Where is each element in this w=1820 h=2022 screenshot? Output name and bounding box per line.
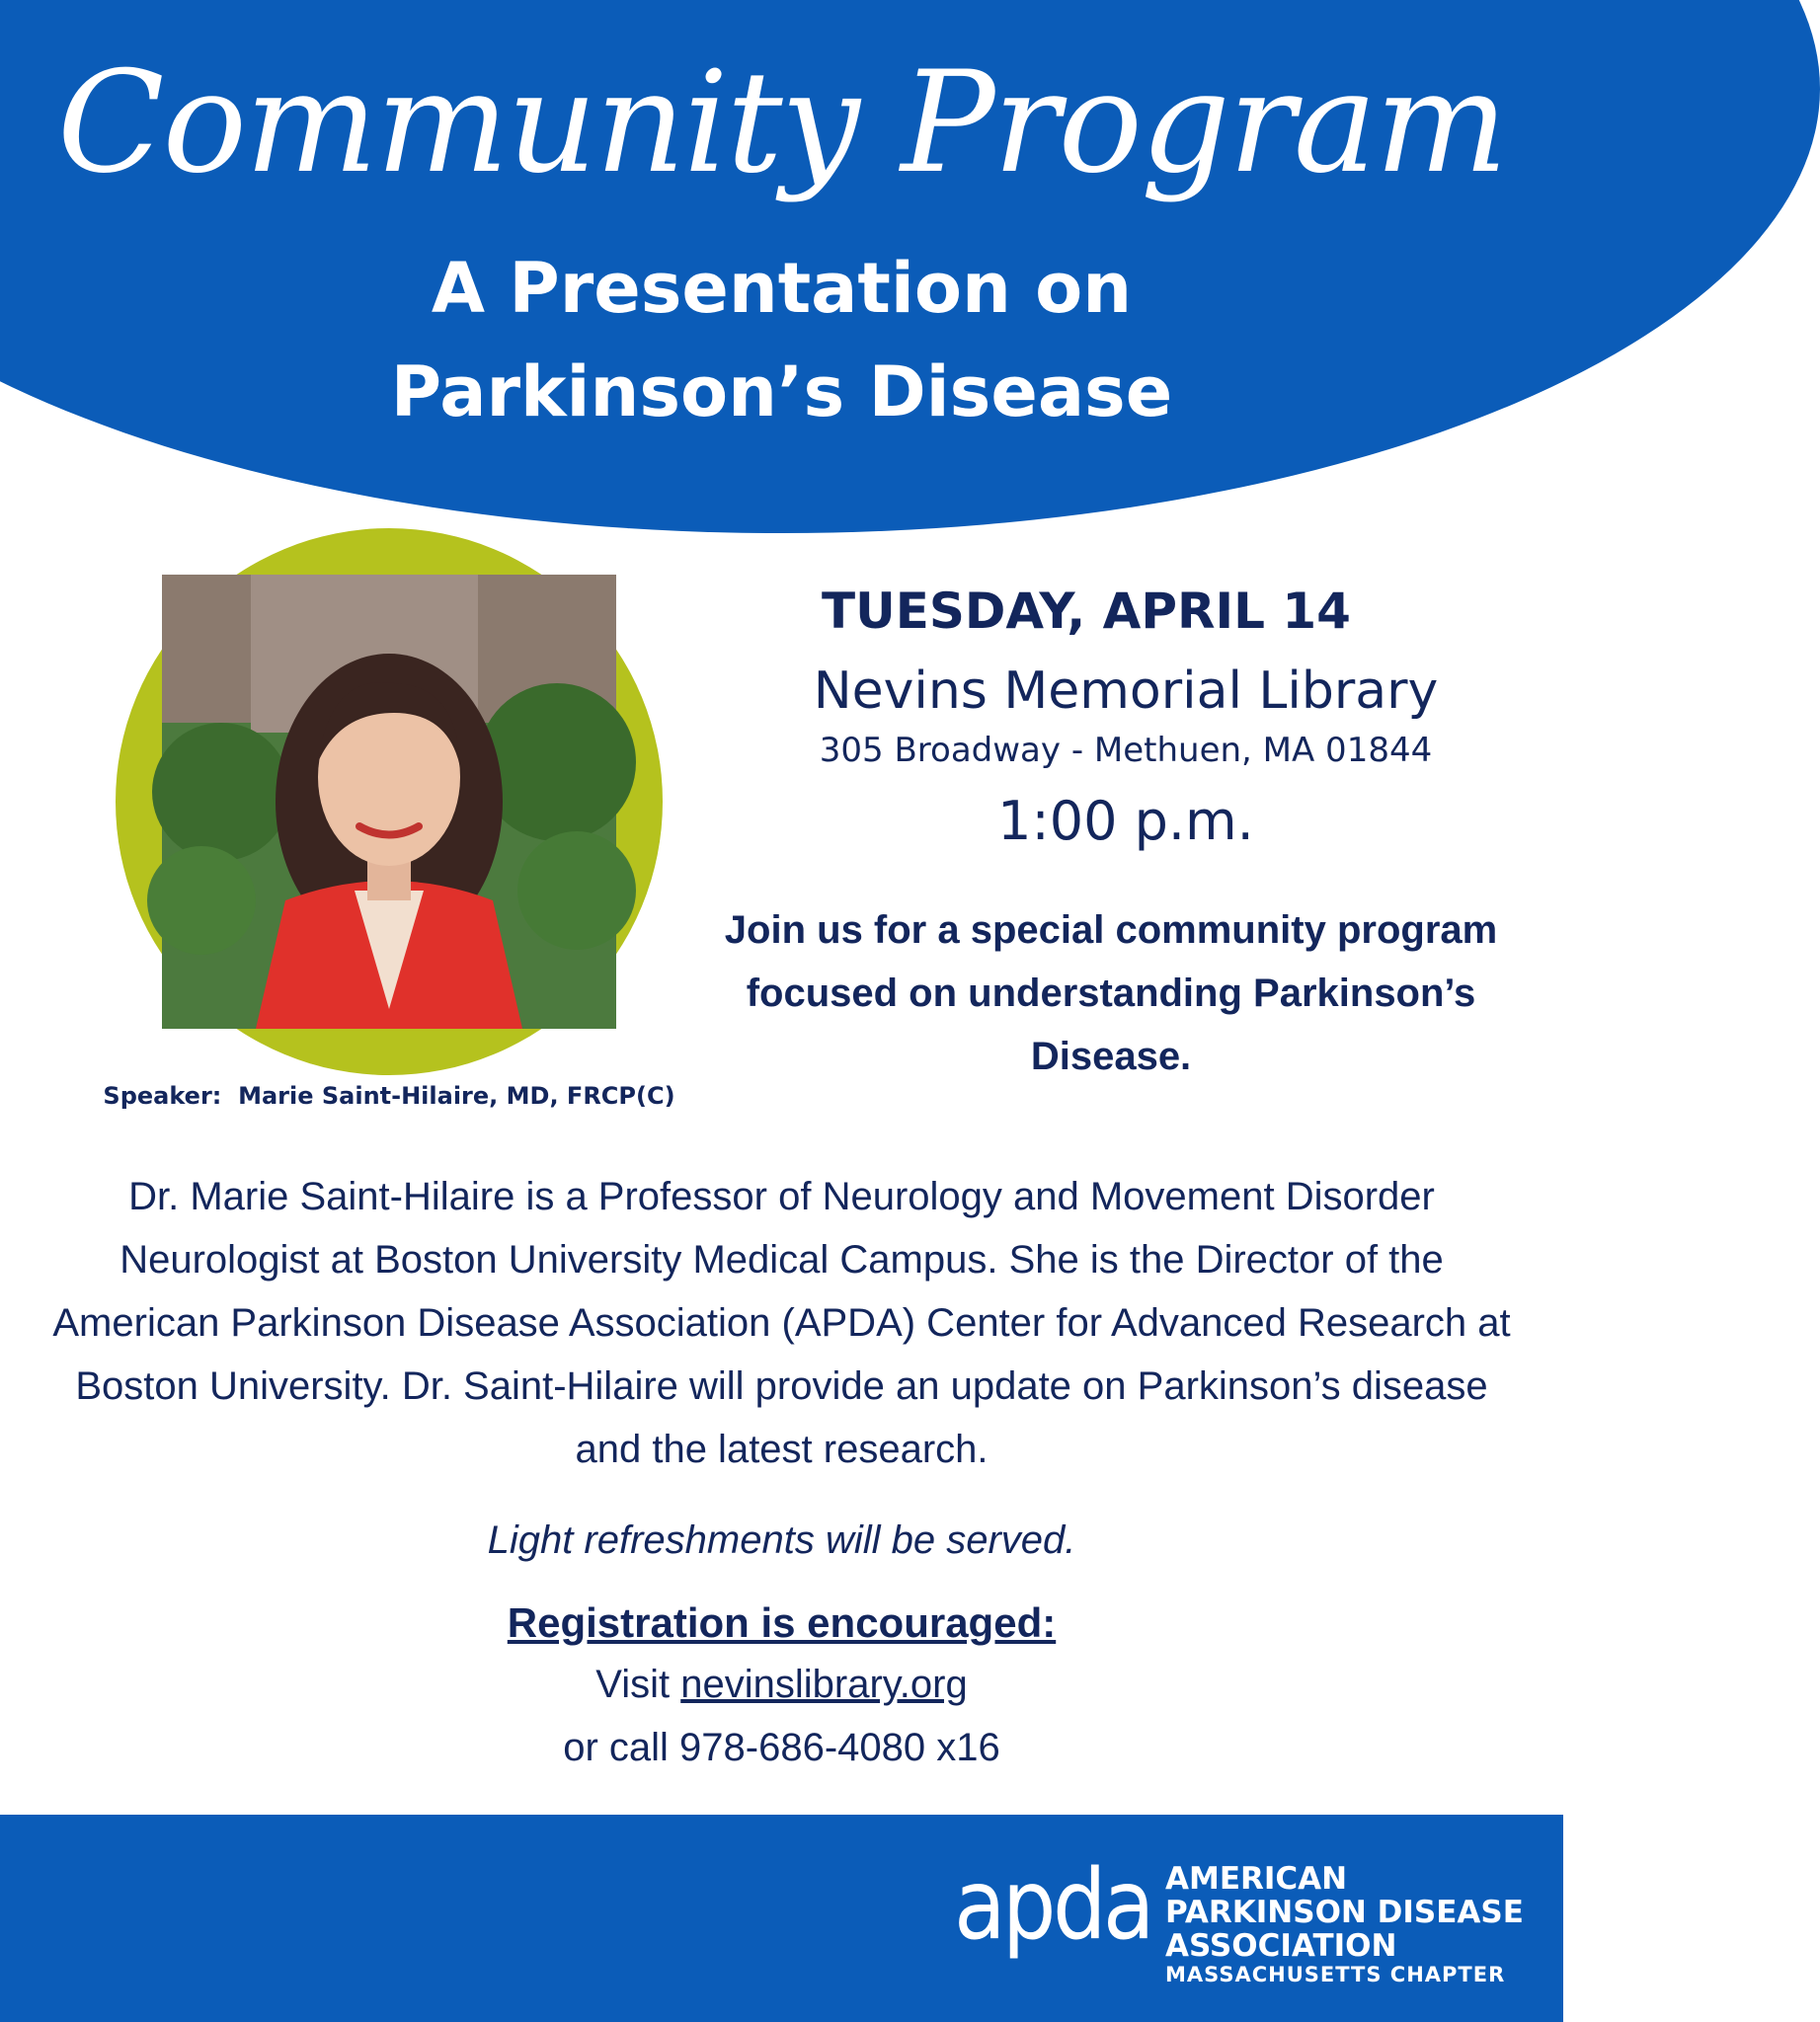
org-name-line-2: PARKINSON DISEASE [1165, 1895, 1524, 1930]
refreshments-note: Light refreshments will be served. [487, 1518, 1076, 1562]
speaker-bio: Dr. Marie Saint-Hilaire is a Professor of Neurology and Movement Disorder Neurologist at Boston University Medical Campus. She is the Director of the American Parkinson Disease Association (APDA) Center for Advanced Research at Boston University. Dr. Saint-Hilaire will provide an update on Parkinson’s disease and the latest research. [52, 1175, 1511, 1471]
org-name-line-3: ASSOCIATION [1165, 1928, 1397, 1964]
visit-label: Visit [595, 1663, 681, 1706]
event-date: TUESDAY, APRIL 14 [822, 583, 1351, 640]
registration-phone: or call 978-686-4080 x16 [563, 1726, 1000, 1769]
title-line-1: A Presentation on [431, 248, 1133, 329]
org-name [1165, 1862, 1524, 1963]
speaker-caption: Speaker: Marie Saint-Hilaire, MD, FRCP(C) [103, 1082, 675, 1110]
apda-logo [954, 1844, 1151, 1992]
org-name-line-1: AMERICAN [1165, 1861, 1348, 1897]
footer-banner [0, 1815, 1563, 2022]
website-link[interactable]: nevinslibrary.org [680, 1663, 968, 1706]
apda-logo-text: apda [954, 1849, 1151, 1962]
join-text: Join us for a special community program focused on understanding Parkinson’s Disease. [724, 908, 1498, 1078]
speaker-photo [162, 575, 616, 1029]
registration-visit [0, 1663, 1563, 1707]
event-venue: Nevins Memorial Library [813, 661, 1439, 721]
script-title: Community Program [56, 41, 1507, 204]
event-address: 305 Broadway - Methuen, MA 01844 [819, 731, 1433, 770]
title-line-2: Parkinson’s Disease [390, 351, 1173, 432]
event-time: 1:00 p.m. [997, 790, 1254, 852]
registration-heading: Registration is encouraged: [507, 1599, 1057, 1646]
speaker-photo-frame [116, 528, 663, 1075]
page-title [0, 237, 1563, 444]
chapter-name: MASSACHUSETTS CHAPTER [1165, 1963, 1506, 1986]
